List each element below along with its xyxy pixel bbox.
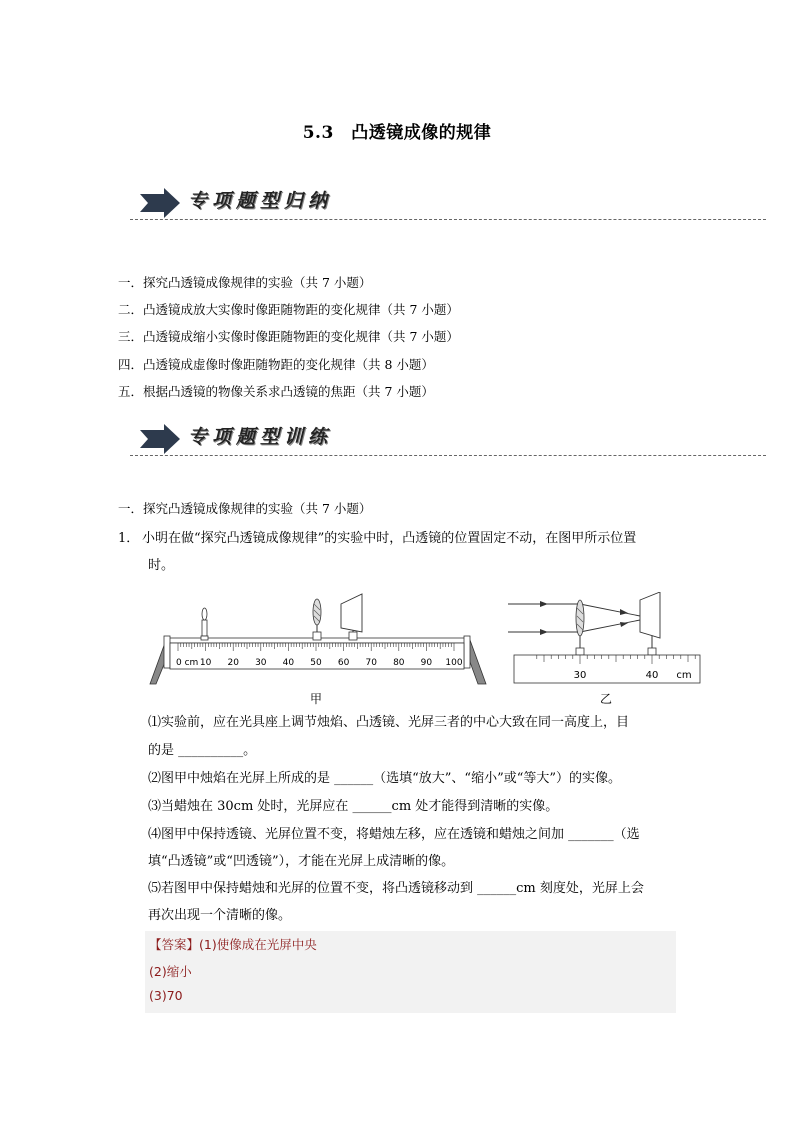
section-banner-training: [130, 420, 766, 460]
question-stem-line: 小明在做“探究凸透镜成像规律”的实验中时，凸透镜的位置固定不动，在图甲所示位置: [142, 531, 637, 546]
scale-tick-label: 80: [393, 658, 405, 668]
page-title: 5.3 凸透镜成像的规律: [302, 123, 492, 143]
answer-box: [145, 931, 676, 1013]
sub-question-4-line2: 填“凸透镜”或“凹透镜”），才能在光屏上成清晰的像。: [148, 854, 455, 869]
banner-label: 专项题型训练: [188, 426, 333, 448]
scale-tick-label: 50: [310, 658, 322, 668]
answer-line-3: (3)70: [149, 988, 183, 1003]
section-heading: 一．探究凸透镜成像规律的实验（共 7 小题）: [118, 501, 372, 516]
toc-item-2: 二．凸透镜成放大实像时像距随物距的变化规律（共 7 小题）: [118, 302, 459, 317]
figure-jia-label: 甲: [310, 692, 323, 706]
scale-tick-label: 90: [420, 658, 433, 668]
yi-tick-label: 30: [573, 670, 587, 681]
sub-question-1-line1: ⑴实验前，应在光具座上调节烛焰、凸透镜、光屏三者的中心大致在同一高度上，目: [148, 715, 630, 730]
scale-tick-label: 10: [199, 658, 212, 668]
sub-question-5-line2: 再次出现一个清晰的像。: [148, 908, 292, 923]
figure-jia-optical-bench: [148, 592, 488, 692]
toc-item-5: 五．根据凸透镜的物像关系求凸透镜的焦距（共 7 小题）: [118, 384, 434, 399]
scale-tick-label: 60: [337, 658, 350, 668]
scale-tick-label: 20: [227, 658, 239, 668]
yi-unit-label: cm: [676, 670, 692, 681]
question-number: 1．: [118, 531, 140, 546]
sub-question-1-line2: 的是 __________。: [148, 743, 257, 758]
arrow-icon: [138, 424, 182, 454]
answer-line-2: (2)缩小: [149, 964, 192, 979]
scale-tick-label: 100: [445, 658, 463, 668]
answer-text: (1)使像成在光屏中央: [199, 937, 317, 952]
section-banner-summary: [130, 184, 766, 224]
figure-yi-ray-diagram: [504, 592, 704, 688]
banner-rule: [130, 219, 766, 220]
candle: [201, 608, 208, 640]
scale-tick-label: 40: [282, 658, 295, 668]
sub-question-5-line1: ⑸若图甲中保持蜡烛和光屏的位置不变，将凸透镜移动到 ______cm 刻度处，光屏上会: [148, 881, 644, 896]
toc-item-3: 三．凸透镜成缩小实像时像距随物距的变化规律（共 7 小题）: [118, 329, 459, 344]
arrow-icon: [138, 188, 182, 218]
figure-yi-label: 乙: [600, 692, 613, 706]
toc-item-4: 四．凸透镜成虚像时像距随物距的变化规律（共 8 小题）: [118, 357, 434, 372]
yi-tick-label: 40: [645, 670, 659, 681]
answer-tag: 【答案】: [149, 937, 200, 952]
sub-question-3: ⑶当蜡烛在 30cm 处时，光屏应在 ______cm 处才能得到清晰的实像。: [148, 799, 559, 814]
sub-question-2: ⑵图甲中烛焰在光屏上所成的是 ______（选填“放大”、“缩小”或“等大”）的实像。: [148, 771, 622, 786]
scale-tick-label: 0 cm: [176, 658, 199, 668]
scale-tick-label: 30: [255, 658, 267, 668]
toc-item-1: 一．探究凸透镜成像规律的实验（共 7 小题）: [118, 275, 372, 290]
banner-rule: [130, 455, 766, 456]
answer-line-1: [149, 935, 317, 953]
light-screen: [341, 594, 362, 640]
sub-question-4-line1: ⑷图甲中保持透镜、光屏位置不变，将蜡烛左移，应在透镜和蜡烛之间加 _______（选: [148, 827, 640, 842]
question-stem-line: 时。: [148, 558, 175, 573]
convex-lens: [313, 599, 321, 640]
banner-label: 专项题型归纳: [188, 190, 333, 212]
scale-tick-label: 70: [365, 658, 377, 668]
